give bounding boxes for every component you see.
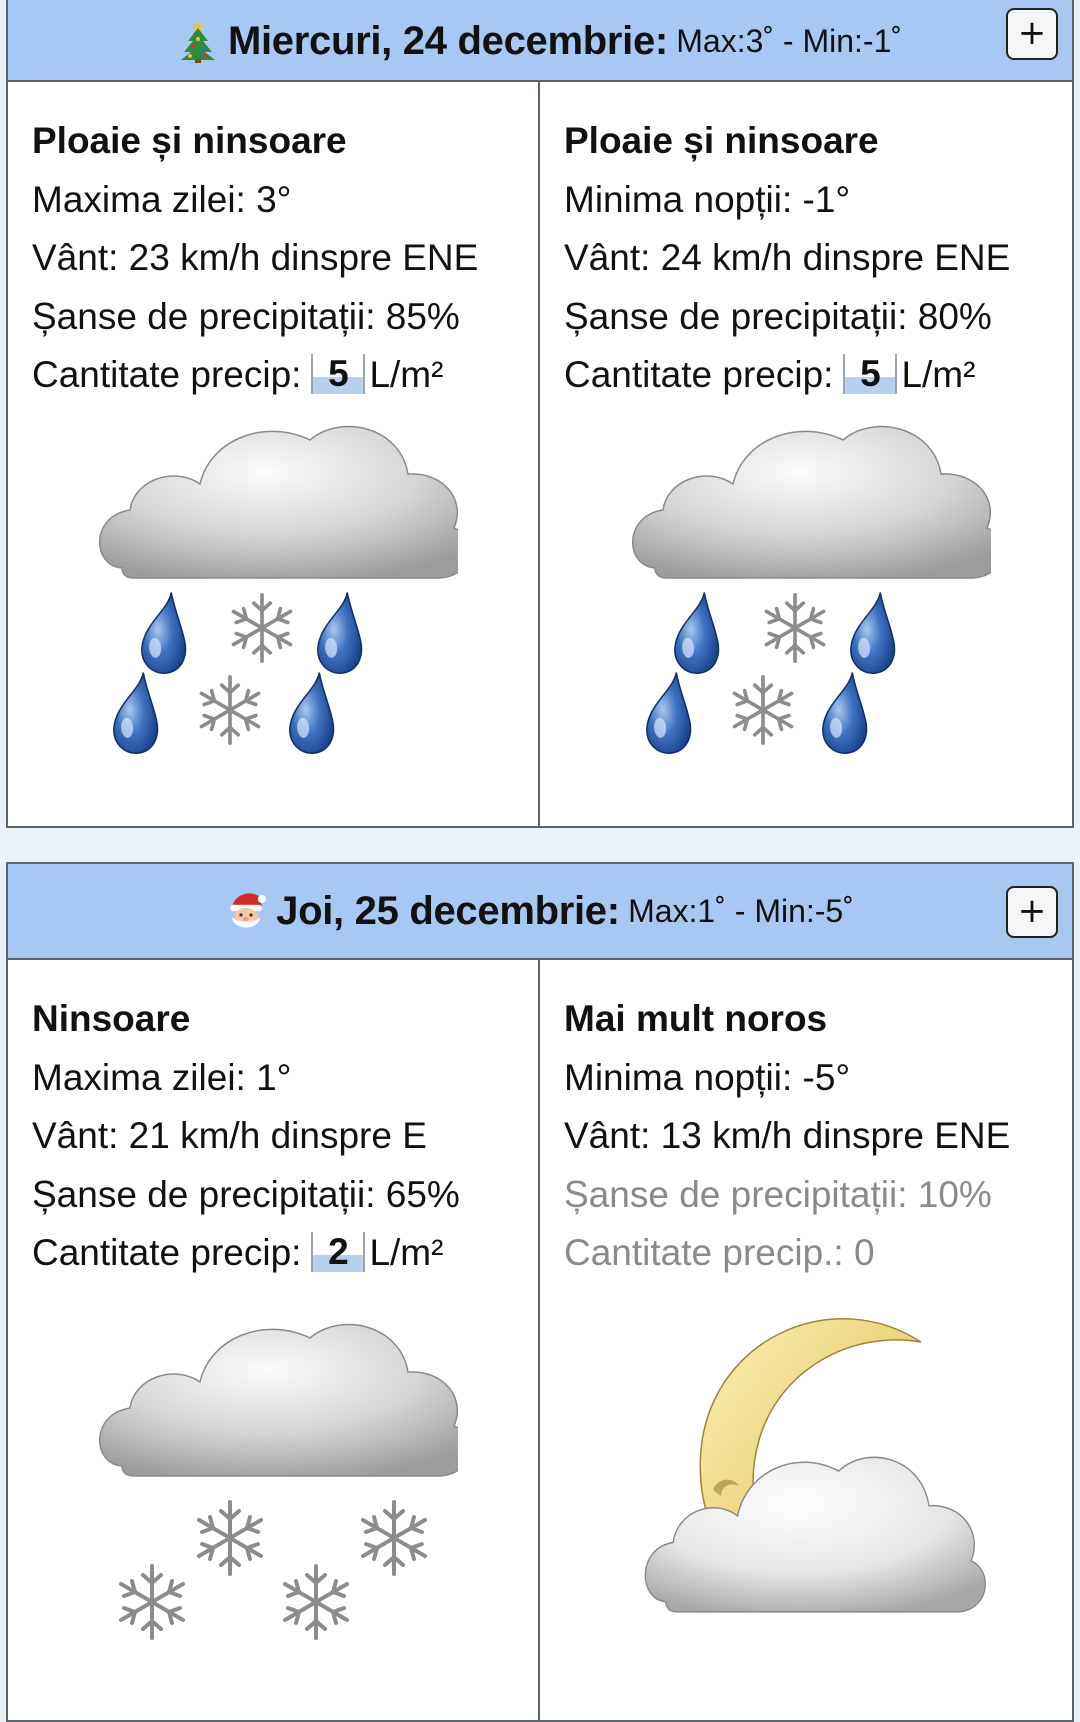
header-colon: : <box>654 18 669 63</box>
precip-unit: L/m² <box>369 354 444 395</box>
wind-info: Vânt: 21 km/h dinspre E <box>32 1115 427 1156</box>
precip-amount <box>32 1224 538 1283</box>
expand-button[interactable]: + <box>1006 8 1058 60</box>
precip-value: 5 <box>311 354 365 394</box>
forecast-day-card <box>6 862 1074 1722</box>
day-column <box>8 82 540 826</box>
expand-button[interactable]: + <box>1006 886 1058 938</box>
header-colon: : <box>606 888 621 933</box>
precip-chance: Șanse de precipitații: 80% <box>564 295 992 337</box>
rain-snow-icon <box>8 392 538 762</box>
max-temp: Maxima zilei: 1° <box>32 1056 292 1098</box>
night-column <box>540 960 1072 1722</box>
precip-amount: Cantitate precip.: 0 <box>564 1232 875 1273</box>
day-column <box>8 960 540 1722</box>
precip-chance: Șanse de precipitații: 85% <box>32 295 460 337</box>
precip-label: Cantitate precip: <box>32 1232 302 1273</box>
wind-info: Vânt: 24 km/h dinspre ENE <box>564 237 1011 278</box>
precip-label: Cantitate precip: <box>564 354 834 395</box>
christmas-tree-icon <box>178 19 218 63</box>
min-temp: Minima nopții: -1° <box>564 178 851 220</box>
day-header <box>8 0 1072 82</box>
precip-label: Cantitate precip: <box>32 354 302 395</box>
santa-icon <box>226 889 266 933</box>
day-date: Joi, 25 decembrie <box>276 888 607 933</box>
rain-snow-icon <box>540 392 1072 762</box>
condition-label: Ninsoare <box>32 998 191 1039</box>
night-column <box>540 82 1072 826</box>
precip-value: 5 <box>843 354 897 394</box>
condition-label: Mai mult noros <box>564 998 828 1039</box>
condition-label: Ploaie și ninsoare <box>564 120 879 161</box>
precip-value: 2 <box>311 1232 365 1272</box>
day-header <box>8 864 1072 960</box>
moon-cloud-icon <box>540 1290 1072 1660</box>
forecast-day-card <box>6 0 1074 828</box>
wind-info: Vânt: 13 km/h dinspre ENE <box>564 1115 1011 1156</box>
precip-chance: Șanse de precipitații: 10% <box>564 1173 992 1215</box>
condition-label: Ploaie și ninsoare <box>32 120 347 161</box>
wind-info: Vânt: 23 km/h dinspre ENE <box>32 237 479 278</box>
day-date: Miercuri, 24 decembrie <box>227 18 655 63</box>
max-temp: Maxima zilei: 3° <box>32 178 292 220</box>
precip-unit: L/m² <box>369 1232 444 1273</box>
min-temp: Minima nopții: -5° <box>564 1056 851 1098</box>
snow-icon <box>8 1290 538 1660</box>
temp-range: Max:3˚ - Min:-1˚ <box>676 22 903 59</box>
temp-range: Max:1˚ - Min:-5˚ <box>628 892 854 929</box>
precip-chance: Șanse de precipitații: 65% <box>32 1173 460 1215</box>
precip-unit: L/m² <box>901 354 976 395</box>
